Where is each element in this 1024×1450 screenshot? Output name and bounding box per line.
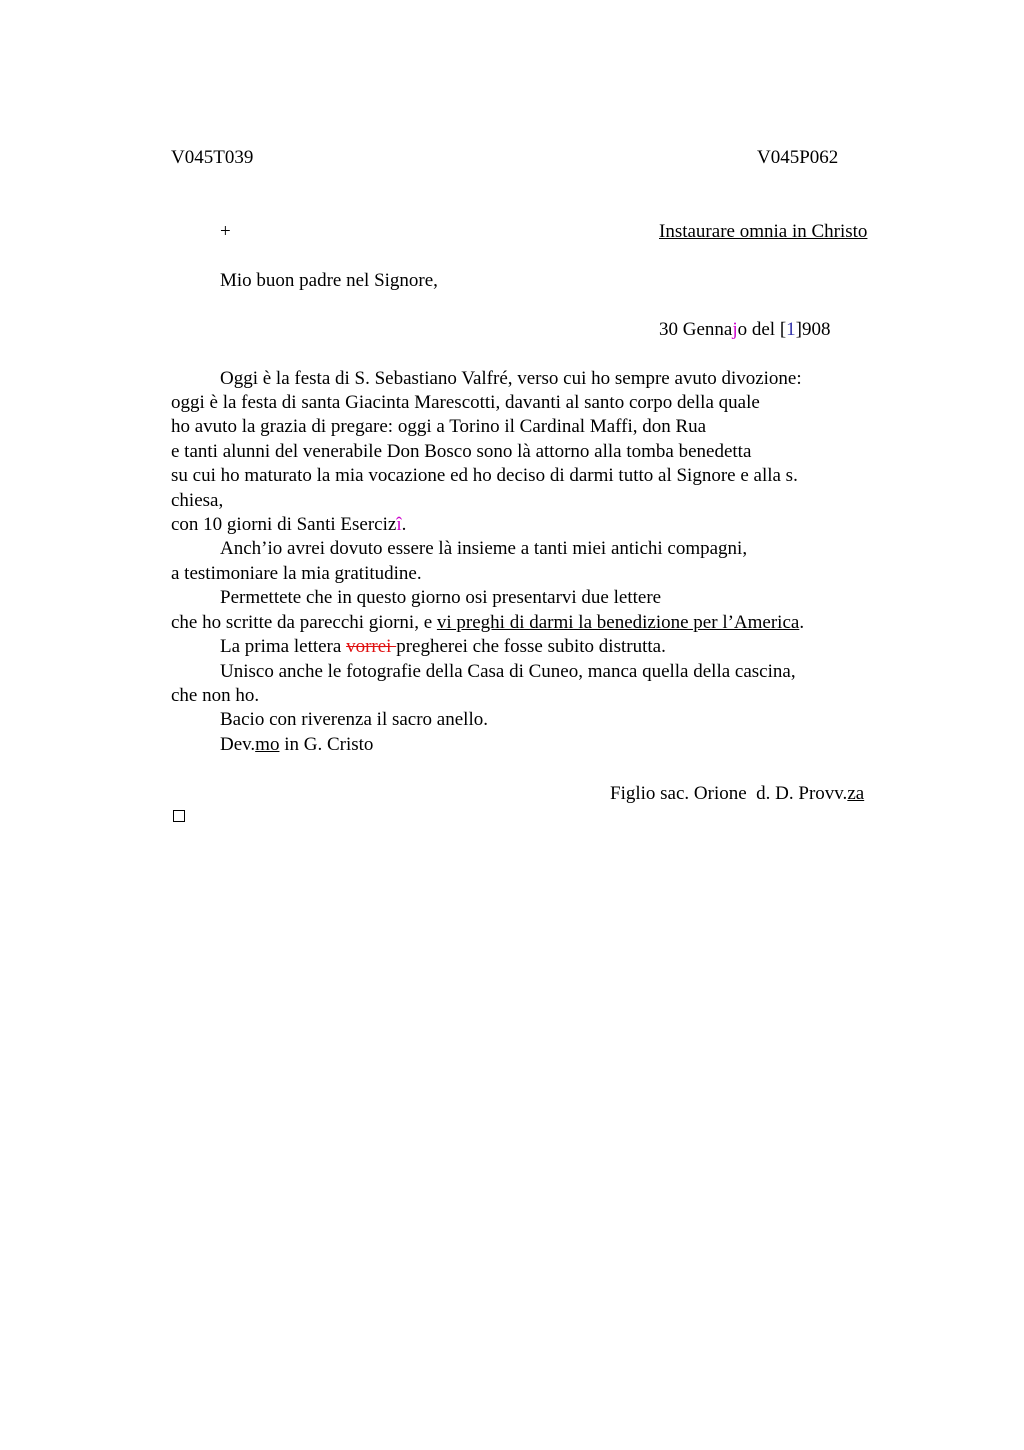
body-line: ho avuto la grazia di pregare: oggi a Torino il Cardinal Maffi, don Rua [171,416,707,437]
motto: Instaurare omnia in Christo [659,221,868,242]
date-editorial-j: j [732,319,738,340]
body-line: chiesa, [171,490,224,511]
body-text: La prima lettera [220,636,347,657]
body-text: Dev. [220,734,256,755]
body-line: Bacio con riverenza il sacro anello. [220,709,488,730]
body-text: . [799,612,805,633]
cross-symbol: + [220,221,231,242]
struck-text: vorrei [346,636,397,657]
signature-text: Figlio sac. Orione d. D. Provv. [610,783,848,804]
body-line [171,513,406,537]
letter-date [659,318,831,342]
body-line: Oggi è la festa di S. Sebastiano Valfré, verso cui ho sempre avuto divozione: [220,368,802,389]
header-code-right: V045P062 [757,147,839,168]
body-line: che non ho. [171,685,260,706]
signature [610,782,864,806]
end-marker-box [173,810,185,822]
editorial-accent: î [396,514,402,535]
body-line: su cui ho maturato la mia vocazione ed ho deciso di darmi tutto al Signore e alla s. [171,465,798,486]
body-line: a testimoniare la mia gratitudine. [171,563,422,584]
signature-underlined: za [847,783,865,804]
underlined-text: vi preghi di darmi la benedizione per l’America [436,612,800,633]
body-text: . [401,514,407,535]
underlined-text: mo [255,734,280,755]
body-text: che ho scritte da parecchi giorni, e [171,612,437,633]
body-text: in G. Cristo [279,734,374,755]
body-text: con 10 giorni di Santi Eserciz [171,514,397,535]
body-line [171,611,804,635]
date-editorial-digit: 1 [786,319,796,340]
body-line: Anch’io avrei dovuto essere là insieme a tanti miei antichi compagni, [220,538,748,559]
header-code-left: V045T039 [171,147,254,168]
body-line [220,733,373,757]
body-line [220,635,666,659]
body-line: oggi è la festa di santa Giacinta Marescotti, davanti al santo corpo della quale [171,392,760,413]
date-prefix: 30 Genna [659,319,733,340]
salutation: Mio buon padre nel Signore, [220,270,438,291]
body-line: e tanti alunni del venerabile Don Bosco sono là attorno alla tomba benedetta [171,441,752,462]
date-middle: o del [ [737,319,787,340]
body-line: Permettete che in questo giorno osi presentarvi due lettere [220,587,662,608]
body-line: Unisco anche le fotografie della Casa di Cuneo, manca quella della cascina, [220,661,796,682]
body-text: pregherei che fosse subito distrutta. [396,636,666,657]
date-suffix: ]908 [795,319,831,340]
